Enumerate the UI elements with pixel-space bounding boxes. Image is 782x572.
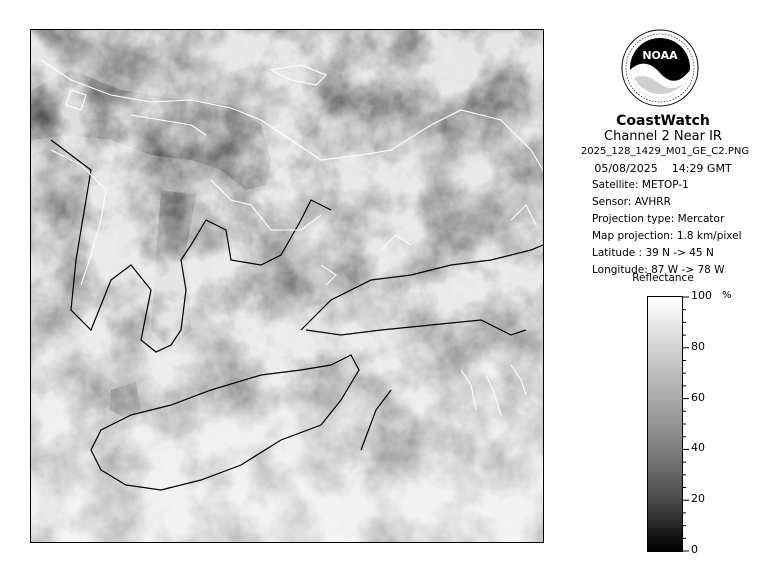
satellite-image xyxy=(31,30,543,542)
meta-label: Map projection: xyxy=(592,230,674,242)
colorbar-title: Reflectance xyxy=(632,272,694,284)
reflectance-colorbar xyxy=(647,296,683,552)
colorbar-tick-label: 40 xyxy=(691,441,705,455)
colorbar-tick-label: 80 xyxy=(691,339,705,353)
time-text: 14:29 GMT xyxy=(671,162,732,175)
meta-value: 1.8 km/pixel xyxy=(676,230,742,242)
satellite-map xyxy=(30,29,544,543)
meta-satellite xyxy=(592,179,689,191)
colorbar-tick-label: 60 xyxy=(691,390,705,404)
date-text: 05/08/2025 xyxy=(594,162,658,175)
noaa-logo-icon xyxy=(620,28,700,108)
meta-value: AVHRR xyxy=(634,196,671,208)
file-name: 2025_128_1429_M01_GE_C2.PNG xyxy=(580,146,750,157)
colorbar-axis xyxy=(682,296,742,552)
meta-value: Mercator xyxy=(677,213,725,225)
meta-value: METOP-1 xyxy=(641,179,689,191)
meta-map-projection xyxy=(592,230,742,242)
meta-projection-type xyxy=(592,213,724,225)
colorbar-unit: % xyxy=(722,290,732,301)
meta-sensor xyxy=(592,196,671,208)
logo-text: NOAA xyxy=(642,49,678,62)
meta-latitude xyxy=(592,247,714,259)
meta-value: 39 N -> 45 N xyxy=(645,247,714,259)
channel-label: Channel 2 Near IR xyxy=(604,129,722,144)
meta-label: Latitude : xyxy=(592,247,643,259)
meta-label: Satellite: xyxy=(592,179,639,191)
app-title: CoastWatch xyxy=(616,113,710,129)
meta-label: Sensor: xyxy=(592,196,632,208)
meta-value: 87 W -> 78 W xyxy=(651,264,725,276)
date-time xyxy=(560,162,766,175)
meta-label: Longitude: xyxy=(592,264,648,276)
meta-label: Projection type: xyxy=(592,213,675,225)
colorbar-tick-label: 20 xyxy=(691,492,705,506)
colorbar-tick-label: 100 xyxy=(691,289,712,302)
colorbar-tick-label: 0 xyxy=(691,543,698,556)
